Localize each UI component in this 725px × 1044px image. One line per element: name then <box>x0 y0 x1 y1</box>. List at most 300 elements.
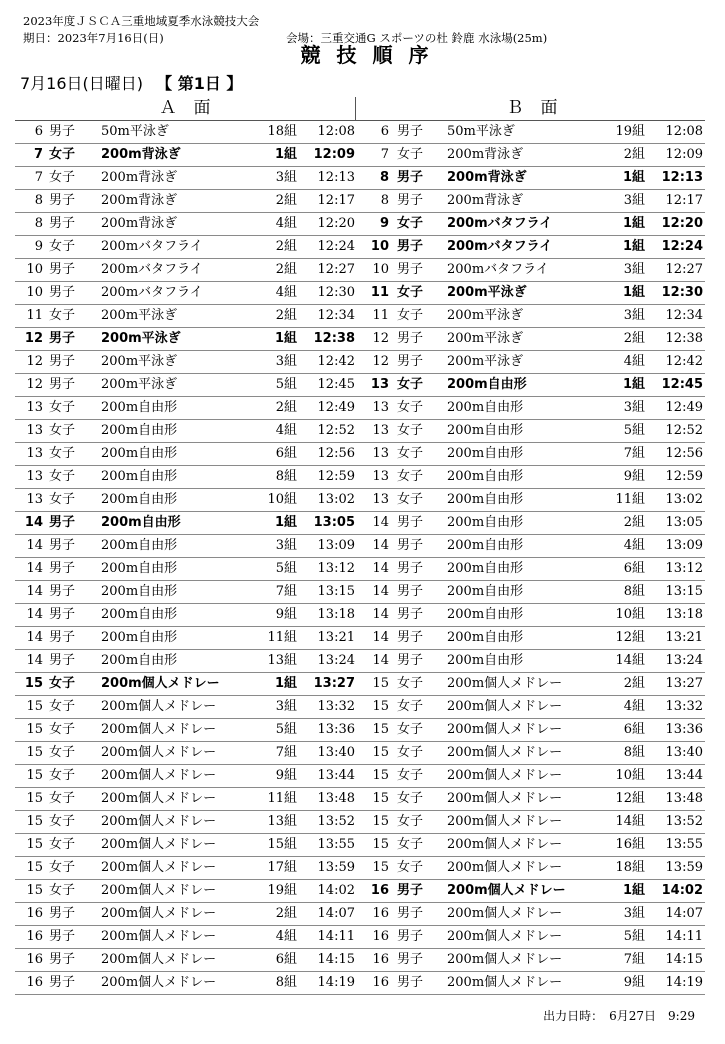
side-a-time: 13:48 <box>317 791 355 806</box>
side-a-event: 200m個人メドレー <box>101 929 217 944</box>
side-b-event: 200m個人メドレー <box>447 722 563 737</box>
side-a-event: 200m個人メドレー <box>101 837 217 852</box>
table-row <box>15 857 705 880</box>
column-b-header: Ｂ 面 <box>506 98 558 118</box>
side-b-time: 13:18 <box>665 607 703 622</box>
side-b-event: 200m個人メドレー <box>447 699 563 714</box>
side-b-time: 13:55 <box>665 837 703 852</box>
side-a-sex: 女子 <box>49 814 76 829</box>
side-b-group: 3組 <box>623 193 645 208</box>
side-b-event: 200m個人メドレー <box>447 975 563 990</box>
side-a-group: 2組 <box>275 193 297 208</box>
side-b-event: 200m個人メドレー <box>447 883 566 898</box>
side-b-time: 14:07 <box>665 906 703 921</box>
side-a-event: 200m個人メドレー <box>101 745 217 760</box>
side-b-no: 13 <box>370 377 389 392</box>
side-b-group: 7組 <box>623 952 645 967</box>
side-b-group: 3組 <box>623 308 645 323</box>
table-row <box>15 880 705 903</box>
side-b-time: 12:49 <box>665 400 703 415</box>
side-a-group: 18組 <box>267 124 297 139</box>
meet-title: 2023年度ＪＳＣＡ三重地域夏季水泳競技大会 <box>23 14 260 28</box>
table-row <box>15 765 705 788</box>
side-b-event: 200mバタフライ <box>447 239 553 254</box>
side-a-time: 12:13 <box>317 170 355 185</box>
side-b-event: 200mバタフライ <box>447 216 553 231</box>
side-b-sex: 男子 <box>397 262 424 277</box>
side-b-sex: 女子 <box>397 423 424 438</box>
side-a-event: 200mバタフライ <box>101 285 203 300</box>
side-b-time: 12:42 <box>665 354 703 369</box>
side-a-event: 200m個人メドレー <box>101 768 217 783</box>
side-a-sex: 男子 <box>49 331 76 346</box>
side-b-group: 12組 <box>615 630 645 645</box>
side-b-time: 13:24 <box>665 653 703 668</box>
table-row <box>15 972 705 995</box>
side-a-no: 15 <box>26 699 43 714</box>
side-b-event: 200m個人メドレー <box>447 860 563 875</box>
side-b-event: 200m自由形 <box>447 423 524 438</box>
table-row <box>15 696 705 719</box>
side-a-event: 200m背泳ぎ <box>101 216 178 231</box>
side-b-event: 200m自由形 <box>447 515 524 530</box>
side-b-sex: 女子 <box>397 745 424 760</box>
side-b-time: 13:21 <box>665 630 703 645</box>
side-a-event: 200m個人メドレー <box>101 975 217 990</box>
side-b-sex: 女子 <box>397 400 424 415</box>
side-b-no: 12 <box>372 331 389 346</box>
side-a-event: 200m背泳ぎ <box>101 170 178 185</box>
side-b-time: 13:12 <box>665 561 703 576</box>
side-a-no: 15 <box>26 883 43 898</box>
side-a-group: 2組 <box>275 239 297 254</box>
side-a-no: 14 <box>26 653 43 668</box>
side-b-event: 200m自由形 <box>447 561 524 576</box>
side-b-event: 200m個人メドレー <box>447 768 563 783</box>
side-a-no: 7 <box>34 170 43 185</box>
side-a-group: 15組 <box>267 837 297 852</box>
side-b-sex: 男子 <box>397 331 424 346</box>
side-b-event: 200m自由形 <box>447 377 527 392</box>
side-a-event: 200m個人メドレー <box>101 791 217 806</box>
side-a-time: 12:49 <box>317 400 355 415</box>
side-b-group: 6組 <box>623 561 645 576</box>
side-a-no: 16 <box>26 975 43 990</box>
table-row <box>15 167 705 190</box>
side-b-sex: 女子 <box>397 469 424 484</box>
side-a-sex: 女子 <box>49 883 76 898</box>
side-a-group: 3組 <box>275 538 297 553</box>
side-a-event: 200m自由形 <box>101 446 178 461</box>
side-a-sex: 男子 <box>49 584 76 599</box>
side-a-no: 16 <box>26 929 43 944</box>
side-b-time: 14:19 <box>665 975 703 990</box>
side-b-sex: 女子 <box>397 446 424 461</box>
side-a-group: 1組 <box>274 331 297 346</box>
side-a-sex: 男子 <box>49 354 76 369</box>
table-row <box>15 282 705 305</box>
side-b-no: 15 <box>372 722 389 737</box>
table-row <box>15 811 705 834</box>
side-a-group: 13組 <box>267 653 297 668</box>
side-b-event: 200m平泳ぎ <box>447 308 524 323</box>
side-b-no: 10 <box>372 262 389 277</box>
table-row <box>15 213 705 236</box>
side-a-sex: 男子 <box>49 975 76 990</box>
side-a-time: 13:12 <box>317 561 355 576</box>
side-a-time: 12:52 <box>317 423 355 438</box>
side-a-time: 13:36 <box>317 722 355 737</box>
side-a-no: 13 <box>26 423 43 438</box>
side-b-time: 12:08 <box>665 124 703 139</box>
side-b-event: 200m個人メドレー <box>447 791 563 806</box>
side-b-sex: 男子 <box>397 653 424 668</box>
side-b-sex: 女子 <box>397 147 424 162</box>
side-a-group: 5組 <box>275 561 297 576</box>
side-a-time: 13:27 <box>313 676 355 691</box>
side-a-no: 15 <box>26 860 43 875</box>
side-a-event: 200mバタフライ <box>101 239 203 254</box>
side-b-group: 3組 <box>623 400 645 415</box>
side-a-time: 12:20 <box>317 216 355 231</box>
side-a-no: 15 <box>26 722 43 737</box>
side-a-sex: 女子 <box>49 791 76 806</box>
side-a-time: 13:52 <box>317 814 355 829</box>
side-a-event: 200m背泳ぎ <box>101 147 181 162</box>
side-a-time: 12:38 <box>313 331 355 346</box>
side-a-event: 200m個人メドレー <box>101 814 217 829</box>
side-a-time: 14:07 <box>317 906 355 921</box>
column-divider <box>355 97 356 120</box>
table-row <box>15 121 705 144</box>
side-b-no: 13 <box>372 423 389 438</box>
side-a-no: 12 <box>26 377 43 392</box>
side-b-no: 8 <box>379 170 389 185</box>
side-b-group: 4組 <box>623 354 645 369</box>
side-a-no: 15 <box>26 837 43 852</box>
side-a-group: 10組 <box>267 492 297 507</box>
side-b-event: 50m平泳ぎ <box>447 124 515 139</box>
side-a-group: 7組 <box>275 584 297 599</box>
side-b-time: 13:40 <box>665 745 703 760</box>
side-b-time: 13:52 <box>665 814 703 829</box>
table-row <box>15 420 705 443</box>
side-b-sex: 女子 <box>397 860 424 875</box>
side-b-no: 12 <box>372 354 389 369</box>
side-b-no: 6 <box>380 124 389 139</box>
table-row <box>15 466 705 489</box>
side-b-no: 13 <box>372 492 389 507</box>
side-b-group: 6組 <box>623 722 645 737</box>
table-row <box>15 535 705 558</box>
side-a-event: 200mバタフライ <box>101 262 203 277</box>
side-b-sex: 女子 <box>397 699 424 714</box>
side-b-group: 2組 <box>623 147 645 162</box>
side-a-no: 14 <box>26 584 43 599</box>
side-a-time: 13:32 <box>317 699 355 714</box>
table-row <box>15 443 705 466</box>
side-a-group: 5組 <box>275 722 297 737</box>
side-b-time: 13:05 <box>665 515 703 530</box>
side-b-sex: 男子 <box>397 561 424 576</box>
side-b-event: 200m個人メドレー <box>447 929 563 944</box>
side-a-group: 11組 <box>267 791 297 806</box>
side-b-time: 12:45 <box>661 377 703 392</box>
side-a-time: 13:55 <box>317 837 355 852</box>
side-a-sex: 女子 <box>49 446 76 461</box>
side-b-group: 1組 <box>622 285 645 300</box>
side-b-event: 200m自由形 <box>447 469 524 484</box>
side-b-group: 1組 <box>622 377 645 392</box>
side-a-group: 4組 <box>275 423 297 438</box>
side-b-event: 200m自由形 <box>447 538 524 553</box>
side-a-group: 9組 <box>275 607 297 622</box>
side-b-no: 8 <box>380 193 389 208</box>
side-b-time: 13:44 <box>665 768 703 783</box>
side-a-group: 6組 <box>275 446 297 461</box>
side-b-sex: 女子 <box>397 492 424 507</box>
side-b-time: 14:15 <box>665 952 703 967</box>
side-a-group: 5組 <box>275 377 297 392</box>
side-a-no: 7 <box>33 147 43 162</box>
side-a-no: 15 <box>26 791 43 806</box>
side-a-sex: 男子 <box>49 630 76 645</box>
side-b-no: 16 <box>372 952 389 967</box>
side-b-group: 4組 <box>623 538 645 553</box>
side-b-sex: 女子 <box>397 285 424 300</box>
side-a-sex: 男子 <box>49 262 76 277</box>
side-b-group: 9組 <box>623 469 645 484</box>
day-label: 【 第1日 】 <box>156 74 243 93</box>
side-a-sex: 女子 <box>49 147 76 162</box>
side-a-no: 6 <box>34 124 43 139</box>
side-b-event: 200m自由形 <box>447 607 524 622</box>
side-b-group: 19組 <box>615 124 645 139</box>
side-a-event: 200m自由形 <box>101 607 178 622</box>
side-a-group: 3組 <box>275 170 297 185</box>
side-a-event: 200m自由形 <box>101 653 178 668</box>
side-a-no: 10 <box>26 285 43 300</box>
side-a-sex: 男子 <box>49 607 76 622</box>
side-b-sex: 男子 <box>397 630 424 645</box>
side-a-no: 14 <box>26 538 43 553</box>
side-b-no: 11 <box>372 308 389 323</box>
side-a-time: 12:30 <box>317 285 355 300</box>
side-b-sex: 男子 <box>397 239 424 254</box>
side-b-sex: 女子 <box>397 768 424 783</box>
table-row <box>15 673 705 696</box>
side-b-no: 13 <box>372 446 389 461</box>
side-b-group: 14組 <box>615 653 645 668</box>
side-a-event: 200m平泳ぎ <box>101 331 181 346</box>
table-row <box>15 558 705 581</box>
side-b-time: 12:24 <box>661 239 703 254</box>
day-line <box>20 74 242 94</box>
side-a-event: 200m自由形 <box>101 584 178 599</box>
side-b-no: 13 <box>372 469 389 484</box>
side-a-event: 200m個人メドレー <box>101 952 217 967</box>
side-a-time: 12:24 <box>317 239 355 254</box>
side-a-sex: 女子 <box>49 492 76 507</box>
side-a-no: 13 <box>26 446 43 461</box>
side-b-no: 15 <box>372 768 389 783</box>
side-a-event: 200m背泳ぎ <box>101 193 178 208</box>
side-a-no: 13 <box>26 469 43 484</box>
side-a-sex: 男子 <box>49 193 76 208</box>
side-b-time: 12:13 <box>661 170 703 185</box>
side-b-group: 10組 <box>615 768 645 783</box>
side-a-sex: 女子 <box>49 423 76 438</box>
side-b-no: 11 <box>370 285 389 300</box>
side-b-sex: 女子 <box>397 216 424 231</box>
table-row <box>15 374 705 397</box>
side-a-sex: 女子 <box>49 239 76 254</box>
side-a-no: 15 <box>26 814 43 829</box>
side-a-no: 8 <box>34 216 43 231</box>
side-a-sex: 男子 <box>49 124 76 139</box>
side-a-group: 9組 <box>275 768 297 783</box>
side-b-group: 12組 <box>615 791 645 806</box>
side-a-time: 12:56 <box>317 446 355 461</box>
side-a-group: 8組 <box>275 469 297 484</box>
side-a-time: 14:02 <box>317 883 355 898</box>
table-row <box>15 397 705 420</box>
side-a-sex: 男子 <box>49 538 76 553</box>
side-b-time: 14:11 <box>665 929 703 944</box>
side-a-sex: 男子 <box>49 515 76 530</box>
side-b-no: 15 <box>372 791 389 806</box>
side-b-time: 12:30 <box>661 285 703 300</box>
table-row <box>15 351 705 374</box>
side-a-no: 15 <box>26 745 43 760</box>
side-b-group: 2組 <box>623 331 645 346</box>
side-a-no: 8 <box>34 193 43 208</box>
side-a-event: 200m自由形 <box>101 561 178 576</box>
side-b-sex: 男子 <box>397 952 424 967</box>
table-row <box>15 650 705 673</box>
side-a-sex: 女子 <box>49 676 76 691</box>
side-a-time: 12:08 <box>317 124 355 139</box>
table-row <box>15 236 705 259</box>
side-a-sex: 女子 <box>49 768 76 783</box>
side-b-time: 12:34 <box>665 308 703 323</box>
side-b-sex: 男子 <box>397 124 424 139</box>
side-b-sex: 男子 <box>397 354 424 369</box>
side-b-no: 16 <box>372 929 389 944</box>
side-b-no: 7 <box>380 147 389 162</box>
side-b-time: 12:09 <box>665 147 703 162</box>
side-a-group: 4組 <box>275 285 297 300</box>
side-b-no: 14 <box>372 561 389 576</box>
table-row <box>15 949 705 972</box>
table-row <box>15 742 705 765</box>
side-b-event: 200m平泳ぎ <box>447 285 527 300</box>
side-a-time: 13:59 <box>317 860 355 875</box>
side-b-event: 200m個人メドレー <box>447 676 563 691</box>
side-a-time: 12:45 <box>317 377 355 392</box>
side-b-group: 5組 <box>623 423 645 438</box>
side-a-sex: 女子 <box>49 699 76 714</box>
side-b-sex: 女子 <box>397 308 424 323</box>
side-b-event: 200m個人メドレー <box>447 952 563 967</box>
side-a-time: 13:24 <box>317 653 355 668</box>
side-b-group: 1組 <box>622 883 645 898</box>
side-b-event: 200m自由形 <box>447 446 524 461</box>
side-b-event: 200m個人メドレー <box>447 837 563 852</box>
side-b-sex: 女子 <box>397 791 424 806</box>
side-a-event: 50m平泳ぎ <box>101 124 169 139</box>
side-b-no: 15 <box>372 837 389 852</box>
side-a-group: 13組 <box>267 814 297 829</box>
side-b-time: 13:27 <box>665 676 703 691</box>
side-a-group: 2組 <box>275 262 297 277</box>
side-a-event: 200m個人メドレー <box>101 860 217 875</box>
side-b-event: 200mバタフライ <box>447 262 549 277</box>
side-a-sex: 男子 <box>49 952 76 967</box>
side-b-group: 3組 <box>623 906 645 921</box>
document-title: 競技順序 <box>300 43 445 67</box>
side-b-event: 200m自由形 <box>447 630 524 645</box>
side-a-time: 12:27 <box>317 262 355 277</box>
side-a-time: 12:34 <box>317 308 355 323</box>
side-b-time: 13:09 <box>665 538 703 553</box>
side-a-sex: 男子 <box>49 377 76 392</box>
side-b-group: 8組 <box>623 584 645 599</box>
side-b-event: 200m背泳ぎ <box>447 170 527 185</box>
side-b-time: 12:52 <box>665 423 703 438</box>
side-a-no: 14 <box>26 630 43 645</box>
side-a-sex: 女子 <box>49 400 76 415</box>
table-row <box>15 328 705 351</box>
table-row <box>15 604 705 627</box>
side-b-group: 1組 <box>622 170 645 185</box>
side-a-sex: 女子 <box>49 170 76 185</box>
side-b-event: 200m個人メドレー <box>447 906 563 921</box>
side-a-no: 14 <box>26 607 43 622</box>
side-b-no: 14 <box>372 630 389 645</box>
side-a-event: 200m平泳ぎ <box>101 354 178 369</box>
side-a-no: 16 <box>26 952 43 967</box>
side-b-time: 13:15 <box>665 584 703 599</box>
side-b-event: 200m自由形 <box>447 492 524 507</box>
side-a-no: 15 <box>26 768 43 783</box>
table-row <box>15 834 705 857</box>
side-b-sex: 男子 <box>397 515 424 530</box>
side-b-time: 13:36 <box>665 722 703 737</box>
side-a-no: 10 <box>26 262 43 277</box>
side-a-group: 1組 <box>274 676 297 691</box>
side-b-time: 13:02 <box>665 492 703 507</box>
side-b-sex: 女子 <box>397 837 424 852</box>
side-b-no: 15 <box>372 745 389 760</box>
side-a-event: 200m個人メドレー <box>101 676 220 691</box>
side-a-sex: 男子 <box>49 216 76 231</box>
meet-date: 期日：2023年7月16日(日) <box>23 31 164 45</box>
side-b-group: 9組 <box>623 975 645 990</box>
side-a-time: 13:09 <box>317 538 355 553</box>
side-b-sex: 男子 <box>397 975 424 990</box>
side-a-sex: 女子 <box>49 860 76 875</box>
side-b-time: 12:59 <box>665 469 703 484</box>
side-a-time: 13:05 <box>313 515 355 530</box>
side-a-group: 4組 <box>275 216 297 231</box>
side-b-group: 2組 <box>623 676 645 691</box>
table-row <box>15 190 705 213</box>
side-b-no: 16 <box>370 883 389 898</box>
side-a-sex: 女子 <box>49 722 76 737</box>
side-a-event: 200m個人メドレー <box>101 699 217 714</box>
side-a-no: 13 <box>26 400 43 415</box>
